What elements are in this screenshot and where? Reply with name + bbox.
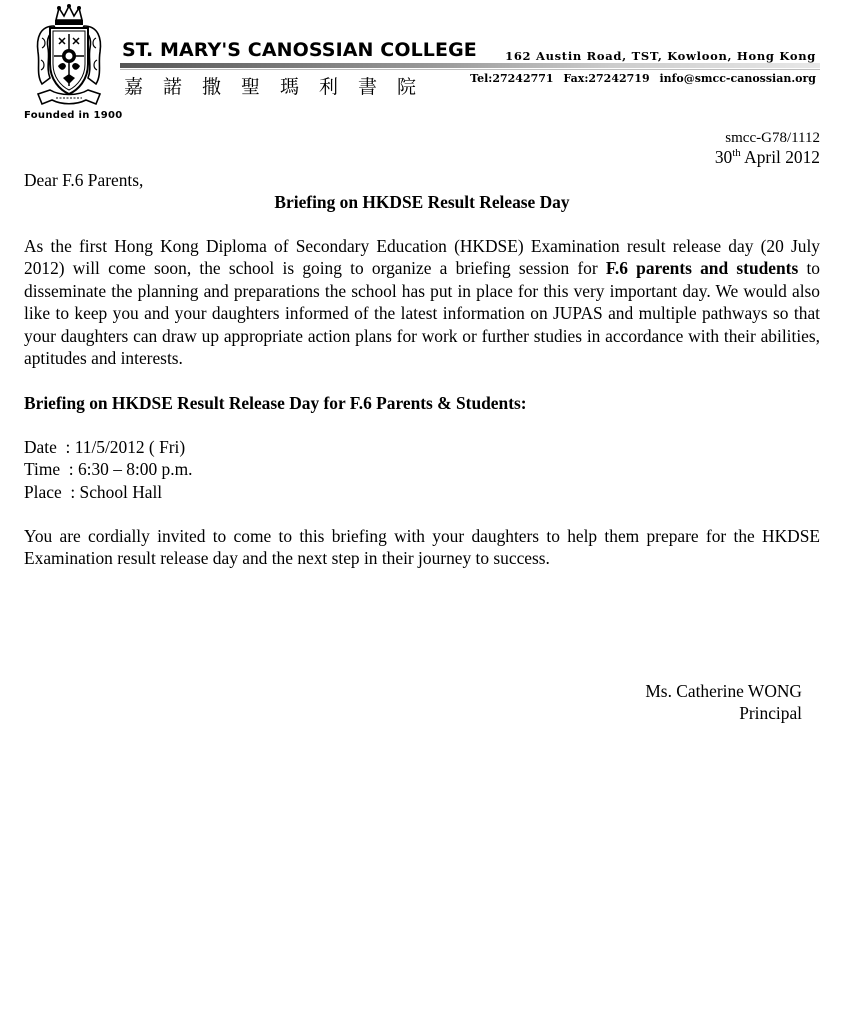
briefing-place: Place : School Hall: [24, 481, 163, 502]
school-fax: Fax:27242719: [563, 72, 650, 85]
briefing-time: Time : 6:30 – 8:00 p.m.: [24, 459, 193, 480]
signature-block: [645, 680, 802, 725]
signatory-name: Ms. Catherine WONG: [645, 681, 802, 701]
school-contact: [470, 72, 816, 85]
school-chinese-name: 嘉諾撒聖瑪利書院: [124, 76, 437, 98]
briefing-details: [24, 436, 192, 503]
letter-date: 30th April 2012: [714, 147, 820, 167]
salutation: Dear F.6 Parents,: [24, 170, 144, 190]
school-phone: Tel:27242771: [470, 72, 554, 85]
signatory-title: Principal: [739, 703, 802, 724]
founded-year: Founded in 1900: [24, 110, 123, 121]
briefing-date: Date : 11/5/2012 ( Fri): [24, 437, 186, 457]
briefing-heading: Briefing on HKDSE Result Release Day for F.6 Parents & Students:: [24, 393, 527, 413]
letterhead-divider-thin: [120, 69, 820, 70]
reference-number: smcc-G78/1112: [725, 130, 820, 146]
school-email: info@smcc-canossian.org: [659, 72, 816, 85]
school-name: ST. MARY'S CANOSSIAN COLLEGE: [122, 39, 477, 61]
letter-subject: Briefing on HKDSE Result Release Day: [274, 192, 570, 212]
body-paragraph-1: As the first Hong Kong Diploma of Secondary Education (HKDSE) Examination result release day (20 July 2012) will come soon, the school is going to organize a briefing session for F.6 parents and students to disseminate the planning and preparations the school has put in place for this very important day. We would also like to keep you and your daughters informed of the latest information on JUPAS and multiple pathways so that your daughters can draw up appropriate action plans for work or further studies in accordance with their abilities, aptitudes and interests.: [24, 236, 820, 369]
letterhead-divider: [120, 63, 820, 68]
school-address: 162 Austin Road, TST, Kowloon, Hong Kong: [505, 49, 816, 63]
body-paragraph-2: You are cordially invited to come to this briefing with your daughters to help them prepare for the HKDSE Examination result release day and the next step in their journey to success.: [24, 526, 820, 569]
school-crest-icon: [30, 4, 108, 110]
